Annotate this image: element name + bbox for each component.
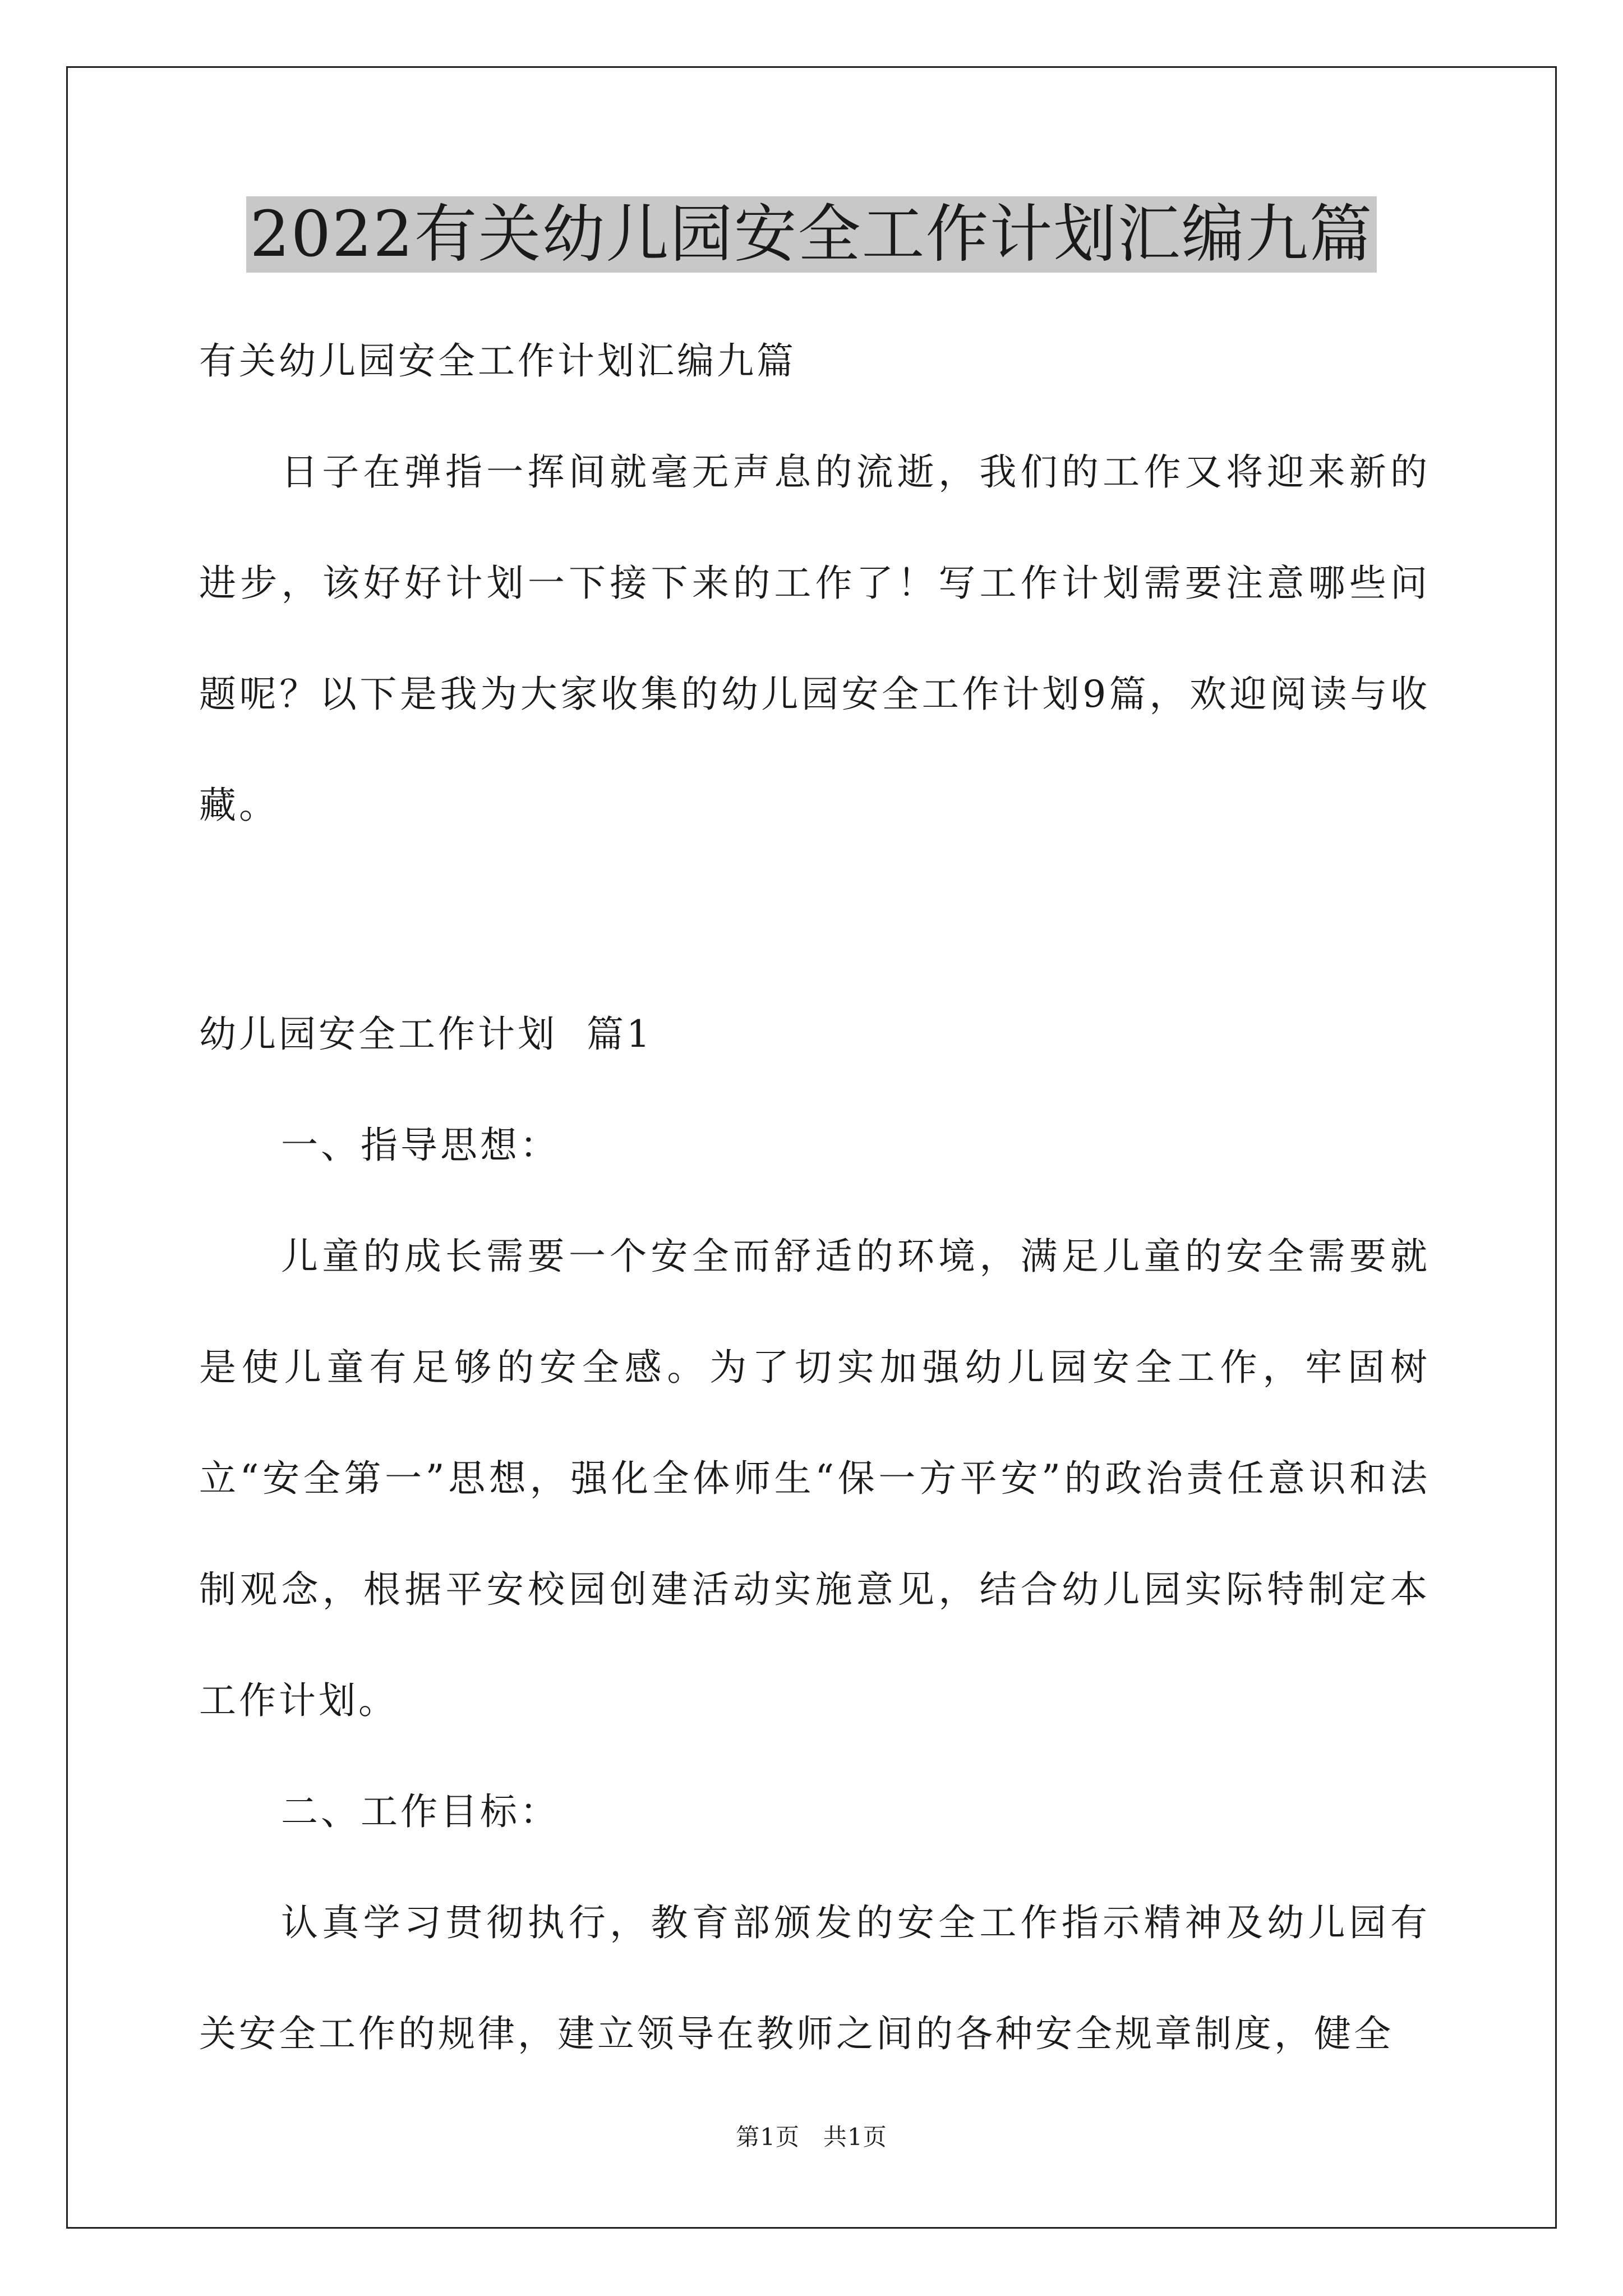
document-title: 2022有关幼儿园安全工作计划汇编九篇 <box>246 196 1376 273</box>
intro-paragraph: 日子在弹指一挥间就毫无声息的流逝，我们的工作又将迎来新的进步，该好好计划一下接下来的工作了！写工作计划需要注意哪些问题呢？以下是我为大家收集的幼儿园安全工作计划9篇，欢迎阅读与收藏。 <box>199 450 1430 827</box>
document-subtitle: 有关幼儿园安全工作计划汇编九篇 <box>199 339 796 383</box>
page-number: 第1页 <box>736 2123 800 2151</box>
heading-work-goals: 二、工作目标： <box>281 1790 560 1833</box>
title-block <box>0 196 1623 273</box>
paragraph-work-goals: 认真学习贯彻执行，教育部颁发的安全工作指示精神及幼儿园有关安全工作的规律，建立领导在教师之间的各种安全规章制度，健全 <box>199 1901 1430 2055</box>
page-footer <box>0 2123 1623 2151</box>
paragraph-guiding-ideology: 儿童的成长需要一个安全而舒适的环境，满足儿童的安全需要就是使儿童有足够的安全感。为了切实加强幼儿园安全工作，牢固树立“安全第一”思想，强化全体师生“保一方平安”的政治责任意识和法制观念，根据平安校园创建活动实施意见，结合幼儿园实际特制定本工作计划。 <box>199 1235 1430 1722</box>
document-body <box>199 306 1430 861</box>
total-pages: 共1页 <box>823 2123 887 2151</box>
section-heading: 幼儿园安全工作计划 篇1 <box>199 1013 653 1056</box>
heading-guiding-ideology: 一、指导思想： <box>281 1124 560 1167</box>
section-1 <box>199 979 1430 2090</box>
